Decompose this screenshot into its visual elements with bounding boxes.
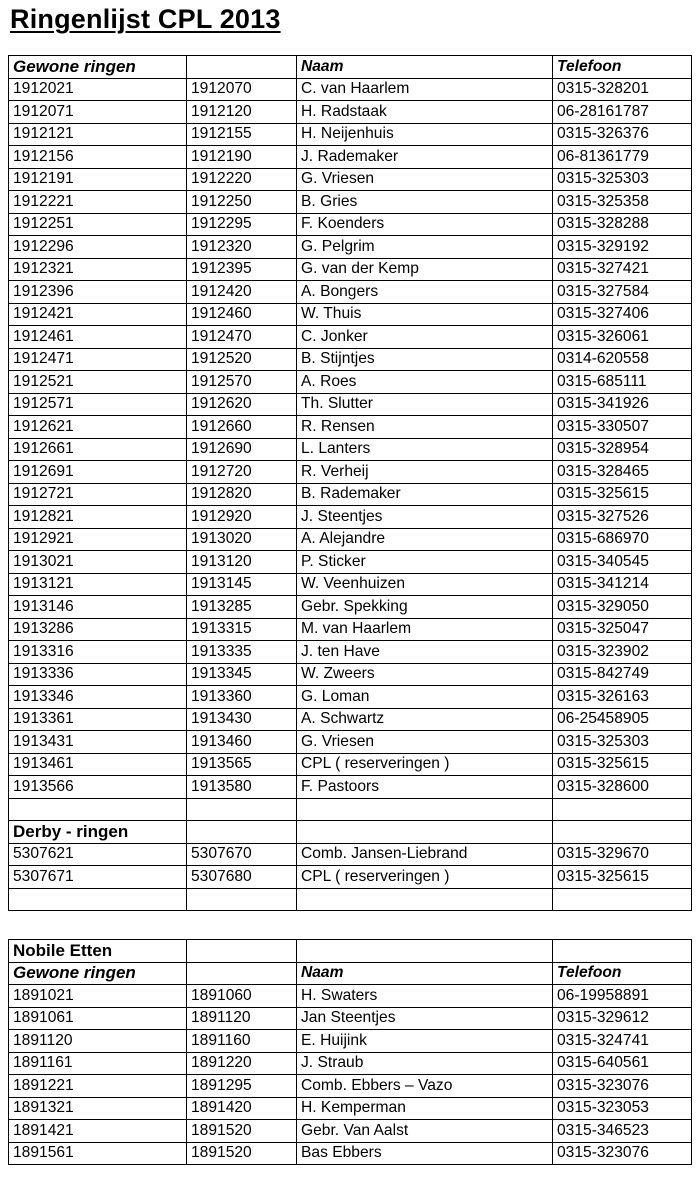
owner-name: H. Swaters: [297, 985, 553, 1008]
table-row: [9, 438, 692, 461]
empty-cell: [187, 940, 297, 963]
empty-cell: [297, 940, 553, 963]
phone-number: 0315-326163: [553, 686, 692, 709]
ring-start: 1912221: [9, 191, 187, 214]
owner-name: J. Rademaker: [297, 146, 553, 169]
ring-end: 1891520: [187, 1120, 297, 1143]
table-row: [9, 1030, 692, 1053]
empty-cell: [553, 821, 692, 844]
owner-name: B. Rademaker: [297, 483, 553, 506]
phone-number: 0315-328465: [553, 461, 692, 484]
ring-end: 1913120: [187, 551, 297, 574]
phone-number: 0315-328288: [553, 213, 692, 236]
table-row: [9, 985, 692, 1008]
ring-start: 1913566: [9, 776, 187, 799]
table-row: [9, 596, 692, 619]
owner-name: A. Schwartz: [297, 708, 553, 731]
ring-end: 1891060: [187, 985, 297, 1008]
phone-number: 0315-325303: [553, 731, 692, 754]
phone-number: 0315-329050: [553, 596, 692, 619]
ring-end: 1891120: [187, 1007, 297, 1030]
column-header-end: [187, 962, 297, 985]
ring-start: 1912071: [9, 101, 187, 124]
ring-start: 1912691: [9, 461, 187, 484]
ring-end: 1891220: [187, 1052, 297, 1075]
table-row: [9, 1142, 692, 1165]
phone-number: 0315-842749: [553, 663, 692, 686]
phone-number: 0315-323902: [553, 641, 692, 664]
empty-cell: [187, 888, 297, 911]
column-header-naam: Naam: [297, 56, 553, 79]
ring-start: 1891161: [9, 1052, 187, 1075]
table-row: [9, 146, 692, 169]
owner-name: Comb. Jansen-Liebrand: [297, 843, 553, 866]
table-row: [9, 348, 692, 371]
empty-cell: [187, 821, 297, 844]
ring-end: 1912470: [187, 326, 297, 349]
section-title-derby-ringen: Derby - ringen: [9, 821, 187, 844]
phone-number: 0315-323053: [553, 1097, 692, 1120]
ring-end: 1912570: [187, 371, 297, 394]
owner-name: CPL ( reserveringen ): [297, 753, 553, 776]
table-row: [9, 168, 692, 191]
owner-name: C. van Haarlem: [297, 78, 553, 101]
table-row: [9, 393, 692, 416]
table-row: [9, 866, 692, 889]
table-row: [9, 641, 692, 664]
column-header-telefoon: Telefoon: [553, 962, 692, 985]
ring-end: 1912320: [187, 236, 297, 259]
phone-number: 0315-325047: [553, 618, 692, 641]
owner-name: A. Alejandre: [297, 528, 553, 551]
table-header-row: [9, 56, 692, 79]
phone-number: 0315-685111: [553, 371, 692, 394]
owner-name: M. van Haarlem: [297, 618, 553, 641]
owner-name: G. Pelgrim: [297, 236, 553, 259]
ring-end: 1913580: [187, 776, 297, 799]
owner-name: B. Stijntjes: [297, 348, 553, 371]
ring-start: 1912471: [9, 348, 187, 371]
ring-start: 1912421: [9, 303, 187, 326]
ring-start: 1913146: [9, 596, 187, 619]
ring-end: 1891160: [187, 1030, 297, 1053]
ring-start: 1912121: [9, 123, 187, 146]
ring-start: 1913461: [9, 753, 187, 776]
phone-number: 0315-328600: [553, 776, 692, 799]
ring-end: 1912920: [187, 506, 297, 529]
ring-start: 1912721: [9, 483, 187, 506]
table-row: [9, 686, 692, 709]
ring-start: 1912021: [9, 78, 187, 101]
owner-name: G. van der Kemp: [297, 258, 553, 281]
ring-start: 1913286: [9, 618, 187, 641]
table-row: [9, 461, 692, 484]
ring-start: 1912821: [9, 506, 187, 529]
ring-start: 1912461: [9, 326, 187, 349]
ring-start: 1913021: [9, 551, 187, 574]
table-row: [9, 371, 692, 394]
table-row: [9, 1097, 692, 1120]
table-row: [9, 1052, 692, 1075]
ring-end: 1912460: [187, 303, 297, 326]
ring-end: 1912820: [187, 483, 297, 506]
owner-name: A. Roes: [297, 371, 553, 394]
owner-name: G. Vriesen: [297, 731, 553, 754]
phone-number: 0315-323076: [553, 1142, 692, 1165]
ring-end: 1891295: [187, 1075, 297, 1098]
ring-start: 1912251: [9, 213, 187, 236]
phone-number: 0315-326376: [553, 123, 692, 146]
ring-end: 1912620: [187, 393, 297, 416]
phone-number: 0315-640561: [553, 1052, 692, 1075]
owner-name: W. Thuis: [297, 303, 553, 326]
owner-name: J. Steentjes: [297, 506, 553, 529]
empty-cell: [297, 798, 553, 821]
ring-end: 1912720: [187, 461, 297, 484]
phone-number: 0315-325303: [553, 168, 692, 191]
owner-name: Bas Ebbers: [297, 1142, 553, 1165]
table-row: [9, 191, 692, 214]
empty-cell: [297, 821, 553, 844]
ring-end: 1913335: [187, 641, 297, 664]
ring-table-nobile-etten: [8, 939, 692, 1165]
ring-start: 1913346: [9, 686, 187, 709]
ring-end: 1912295: [187, 213, 297, 236]
ring-table-nobile-etten-body: [9, 940, 692, 1165]
table-row: [9, 506, 692, 529]
table-row: [9, 843, 692, 866]
empty-cell: [297, 888, 553, 911]
table-row: [9, 708, 692, 731]
table-row: [9, 281, 692, 304]
phone-number: 06-19958891: [553, 985, 692, 1008]
ring-end: 1912660: [187, 416, 297, 439]
table-row: [9, 528, 692, 551]
owner-name: G. Vriesen: [297, 168, 553, 191]
owner-name: Gebr. Van Aalst: [297, 1120, 553, 1143]
phone-number: 0315-686970: [553, 528, 692, 551]
owner-name: H. Kemperman: [297, 1097, 553, 1120]
ring-end: 1912520: [187, 348, 297, 371]
empty-cell: [553, 940, 692, 963]
ring-start: 1912191: [9, 168, 187, 191]
ring-end: 1912120: [187, 101, 297, 124]
phone-number: 06-81361779: [553, 146, 692, 169]
owner-name: P. Sticker: [297, 551, 553, 574]
table-row: [9, 663, 692, 686]
section-header-gewone-ringen: Gewone ringen: [9, 962, 187, 985]
ring-start: 1913121: [9, 573, 187, 596]
owner-name: L. Lanters: [297, 438, 553, 461]
owner-name: W. Veenhuizen: [297, 573, 553, 596]
phone-number: 0315-346523: [553, 1120, 692, 1143]
phone-number: 0315-330507: [553, 416, 692, 439]
ring-start: 1912661: [9, 438, 187, 461]
section-row-derby-ringen: [9, 821, 692, 844]
owner-name: J. Straub: [297, 1052, 553, 1075]
table-row: [9, 416, 692, 439]
empty-cell: [187, 798, 297, 821]
phone-number: 0315-329612: [553, 1007, 692, 1030]
table-row: [9, 236, 692, 259]
phone-number: 0315-327526: [553, 506, 692, 529]
phone-number: 0315-327584: [553, 281, 692, 304]
empty-row: [9, 888, 692, 911]
ring-start: 1913361: [9, 708, 187, 731]
owner-name: F. Koenders: [297, 213, 553, 236]
ring-start: 1912521: [9, 371, 187, 394]
ring-start: 1912621: [9, 416, 187, 439]
table-row: [9, 776, 692, 799]
ring-table-cpl: [8, 55, 692, 911]
phone-number: 06-25458905: [553, 708, 692, 731]
ring-end: 1912395: [187, 258, 297, 281]
ring-start: 1891120: [9, 1030, 187, 1053]
owner-name: Comb. Ebbers – Vazo: [297, 1075, 553, 1098]
ring-end: 1912070: [187, 78, 297, 101]
table-row: [9, 101, 692, 124]
ring-start: 1913316: [9, 641, 187, 664]
ring-start: 1891021: [9, 985, 187, 1008]
ring-end: 1912220: [187, 168, 297, 191]
ring-start: 1912296: [9, 236, 187, 259]
ring-end: 1891520: [187, 1142, 297, 1165]
ring-end: 1912190: [187, 146, 297, 169]
ring-end: 1912420: [187, 281, 297, 304]
ring-start: 1913336: [9, 663, 187, 686]
phone-number: 0315-327421: [553, 258, 692, 281]
phone-number: 0315-328201: [553, 78, 692, 101]
ring-start: 1912396: [9, 281, 187, 304]
ring-start: 5307671: [9, 866, 187, 889]
ring-start: 1891061: [9, 1007, 187, 1030]
phone-number: 0315-340545: [553, 551, 692, 574]
owner-name: Th. Slutter: [297, 393, 553, 416]
table-row: [9, 326, 692, 349]
column-header-end: [187, 56, 297, 79]
owner-name: CPL ( reserveringen ): [297, 866, 553, 889]
table-row: [9, 258, 692, 281]
page-title: Ringenlijst CPL 2013: [10, 4, 281, 34]
ring-end: 1912250: [187, 191, 297, 214]
ring-end: 1913020: [187, 528, 297, 551]
owner-name: W. Zweers: [297, 663, 553, 686]
phone-number: 0315-323076: [553, 1075, 692, 1098]
ring-end: 1913345: [187, 663, 297, 686]
ring-start: 1912571: [9, 393, 187, 416]
phone-number: 0315-341926: [553, 393, 692, 416]
owner-name: F. Pastoors: [297, 776, 553, 799]
phone-number: 0315-325358: [553, 191, 692, 214]
table-row: [9, 213, 692, 236]
section-title-nobile-etten: Nobile Etten: [9, 940, 187, 963]
owner-name: R. Rensen: [297, 416, 553, 439]
ring-end: 1912690: [187, 438, 297, 461]
table-row: [9, 1007, 692, 1030]
section-row-nobile-etten: [9, 940, 692, 963]
table-row: [9, 78, 692, 101]
table-row: [9, 483, 692, 506]
ring-start: 1891221: [9, 1075, 187, 1098]
phone-number: 0315-324741: [553, 1030, 692, 1053]
ring-table-cpl-body: [9, 56, 692, 911]
ring-start: 1912156: [9, 146, 187, 169]
empty-row: [9, 798, 692, 821]
empty-cell: [553, 798, 692, 821]
owner-name: C. Jonker: [297, 326, 553, 349]
owner-name: G. Loman: [297, 686, 553, 709]
ring-start: 1912921: [9, 528, 187, 551]
phone-number: 0315-325615: [553, 483, 692, 506]
phone-number: 0315-328954: [553, 438, 692, 461]
ring-start: 1891321: [9, 1097, 187, 1120]
table-row: [9, 1120, 692, 1143]
table-row: [9, 618, 692, 641]
table-row: [9, 303, 692, 326]
empty-cell: [9, 888, 187, 911]
owner-name: H. Radstaak: [297, 101, 553, 124]
table-row: [9, 123, 692, 146]
ring-end: 1913565: [187, 753, 297, 776]
owner-name: B. Gries: [297, 191, 553, 214]
ring-end: 5307680: [187, 866, 297, 889]
phone-number: 0315-325615: [553, 753, 692, 776]
ring-end: 1913460: [187, 731, 297, 754]
owner-name: H. Neijenhuis: [297, 123, 553, 146]
table-row: [9, 1075, 692, 1098]
phone-number: 0314-620558: [553, 348, 692, 371]
owner-name: A. Bongers: [297, 281, 553, 304]
ring-end: 1913145: [187, 573, 297, 596]
table-row: [9, 731, 692, 754]
ring-end: 5307670: [187, 843, 297, 866]
owner-name: J. ten Have: [297, 641, 553, 664]
table-row: [9, 551, 692, 574]
ring-start: 1891561: [9, 1142, 187, 1165]
ring-end: 1913360: [187, 686, 297, 709]
empty-cell: [553, 888, 692, 911]
phone-number: 0315-329670: [553, 843, 692, 866]
owner-name: R. Verheij: [297, 461, 553, 484]
table-row: [9, 753, 692, 776]
ring-end: 1913285: [187, 596, 297, 619]
ring-start: 1891421: [9, 1120, 187, 1143]
ring-end: 1913430: [187, 708, 297, 731]
phone-number: 0315-326061: [553, 326, 692, 349]
table-header-row: [9, 962, 692, 985]
column-header-naam: Naam: [297, 962, 553, 985]
table-row: [9, 573, 692, 596]
phone-number: 0315-325615: [553, 866, 692, 889]
phone-number: 0315-329192: [553, 236, 692, 259]
phone-number: 06-28161787: [553, 101, 692, 124]
owner-name: Gebr. Spekking: [297, 596, 553, 619]
ring-end: 1913315: [187, 618, 297, 641]
ring-end: 1891420: [187, 1097, 297, 1120]
column-header-telefoon: Telefoon: [553, 56, 692, 79]
empty-cell: [9, 798, 187, 821]
phone-number: 0315-341214: [553, 573, 692, 596]
phone-number: 0315-327406: [553, 303, 692, 326]
owner-name: E. Huijink: [297, 1030, 553, 1053]
owner-name: Jan Steentjes: [297, 1007, 553, 1030]
ring-start: 1912321: [9, 258, 187, 281]
ring-start: 1913431: [9, 731, 187, 754]
ring-end: 1912155: [187, 123, 297, 146]
ring-start: 5307621: [9, 843, 187, 866]
section-header-gewone-ringen: Gewone ringen: [9, 56, 187, 79]
